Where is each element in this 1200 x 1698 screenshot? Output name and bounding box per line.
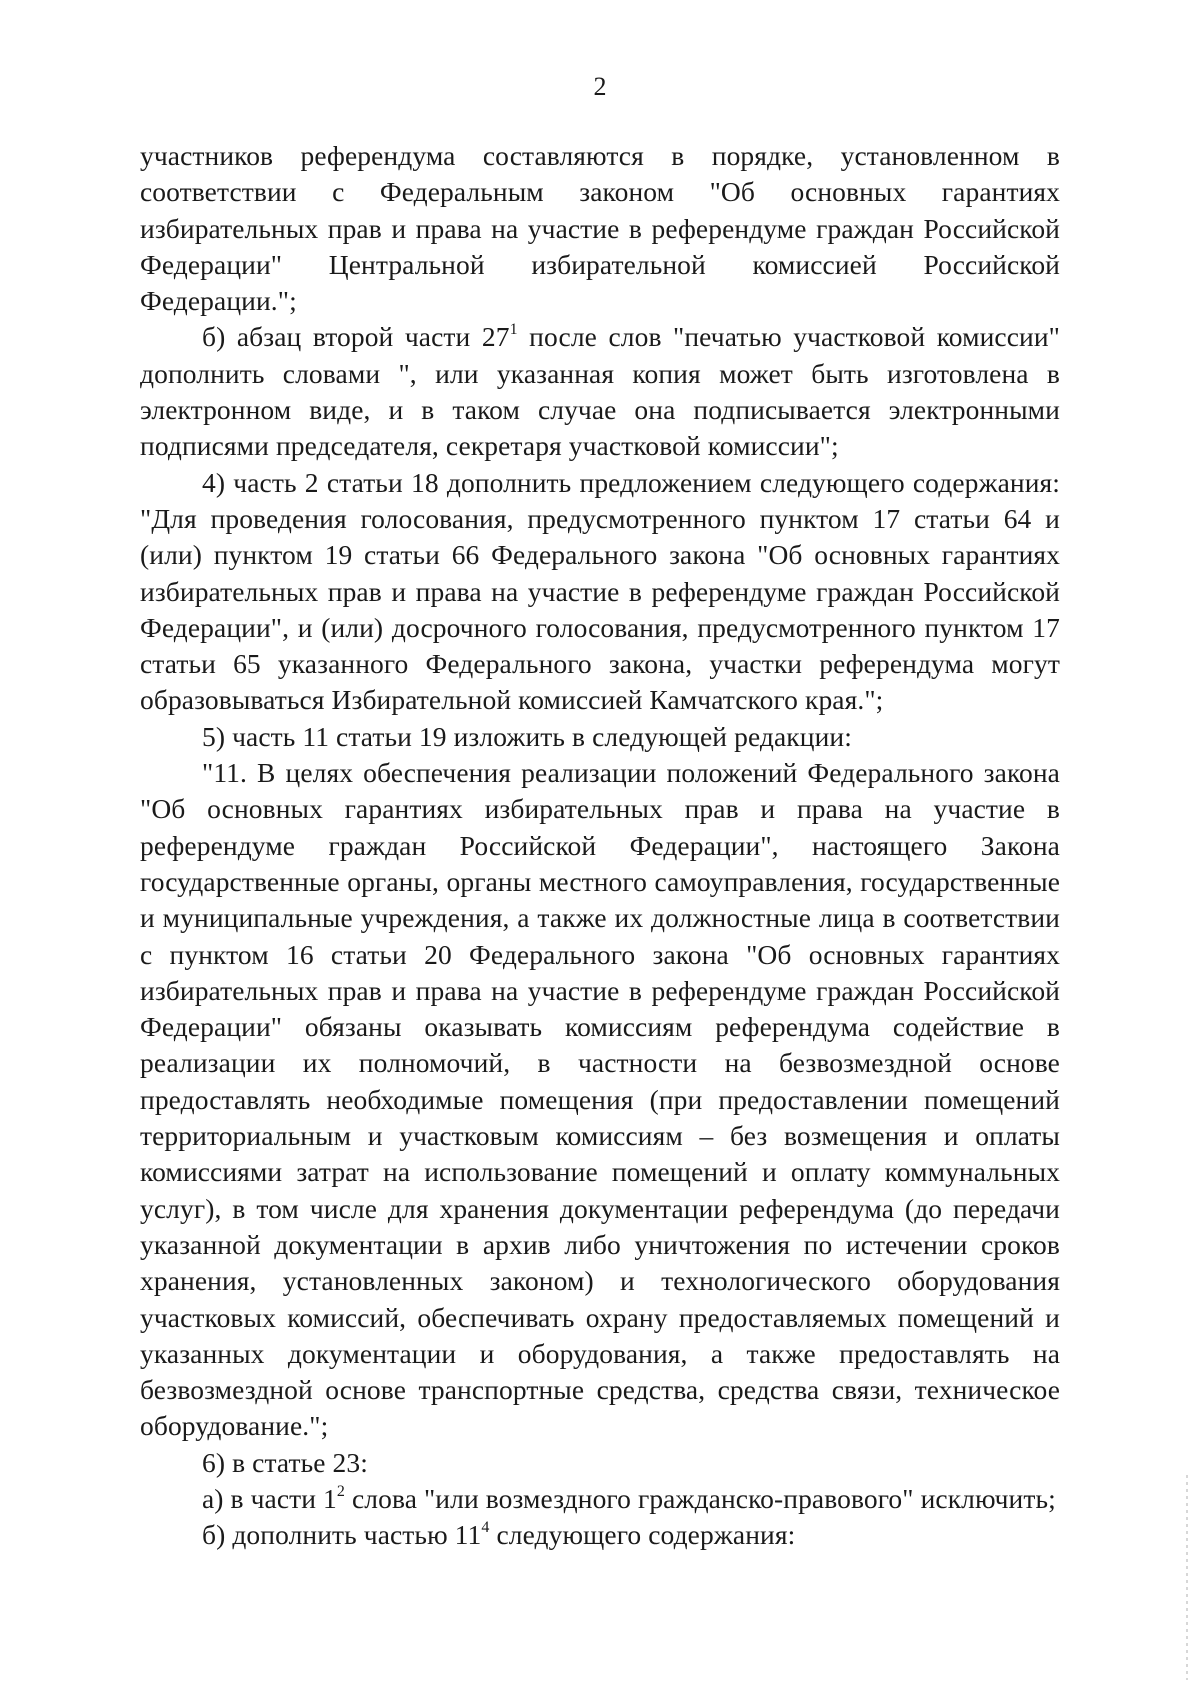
paragraph-item-5: 5) часть 11 статьи 19 изложить в следующей редакции: [202, 720, 852, 752]
superscript-part: 1 [509, 321, 518, 339]
superscript-part-b: 4 [481, 1519, 490, 1537]
paragraph-b-text-end: после слов "печатью участковой комиссии" дополнить словами ", или указанная копия может быть изготовлена в электронном виде, и в таком случае она подписывается электронными подписями председателя, секретаря участковой комиссии"; [140, 321, 1061, 462]
paragraph-b2-text-end: следующего содержания: [489, 1519, 796, 1551]
superscript-part-a: 2 [336, 1482, 346, 1500]
paragraph-b-text-start: б) абзац второй части 27 [202, 321, 510, 353]
paragraph-item-4: 4) часть 2 статьи 18 дополнить предложением следующего содержания: "Для проведения голосования, предусмотренного пунктом 17 статьи 64 и (или) пунктом 19 статьи 66 Федерального закона "Об основных гарантиях избирательных прав и права на участие в референдуме граждан Российской Федерации", и (или) досрочного голосования, предусмотренного пунктом 17 статьи 65 указанного Федерального закона, участки референдума могут образовываться Избирательной комиссией Камчатского края."; [140, 466, 1060, 716]
paragraph-item-6: 6) в статье 23: [202, 1446, 368, 1478]
paragraph-continuation: участников референдума составляются в порядке, установленном в соответствии с Федеральным законом "Об основных гарантиях избирательных прав и права на участие в референдуме граждан Российской Федерации" Центральной избирательной комиссией Российской Федерации."; [140, 140, 1060, 317]
paragraph-b-abzac [140, 319, 1060, 464]
paragraph-a-text-start: а) в части 1 [202, 1482, 337, 1514]
paragraph-a-part [140, 1481, 1060, 1517]
document-body [140, 138, 1060, 1554]
paragraph-b2-text-start: б) дополнить частью 11 [202, 1519, 482, 1551]
scan-edge-artifact [1186, 1475, 1188, 1680]
paragraph-b-add-part [140, 1517, 1060, 1553]
paragraph-a-text-end: слова "или возмездного гражданско-правового" исключить; [345, 1482, 1056, 1514]
page-number: 2 [593, 72, 607, 101]
paragraph-part-11: "11. В целях обеспечения реализации положений Федерального закона "Об основных гарантиях избирательных прав и права на участие в референдуме граждан Российской Федерации", настоящего Закона государственные органы, органы местного самоуправления, государственные и муниципальные учреждения, а также их должностные лица в соответствии с пунктом 16 статьи 20 Федерального закона "Об основных гарантиях избирательных прав и права на участие в референдуме граждан Российской Федерации" обязаны оказывать комиссиям референдума содействие в реализации их полномочий, в частности на безвозмездной основе предоставлять необходимые помещения (при предоставлении помещений территориальным и участковым комиссиям – без возмещения и оплаты комиссиями затрат на использование помещений и оплату коммунальных услуг), в том числе для хранения документации референдума (до передачи указанной документации в архив либо уничтожения по истечении сроков хранения, установленных законом) и технологического оборудования участковых комиссий, обеспечивать охрану предоставляемых помещений и указанных документации и оборудования, а также предоставлять на безвозмездной основе транспортные средства, средства связи, техническое оборудование."; [140, 757, 1060, 1442]
